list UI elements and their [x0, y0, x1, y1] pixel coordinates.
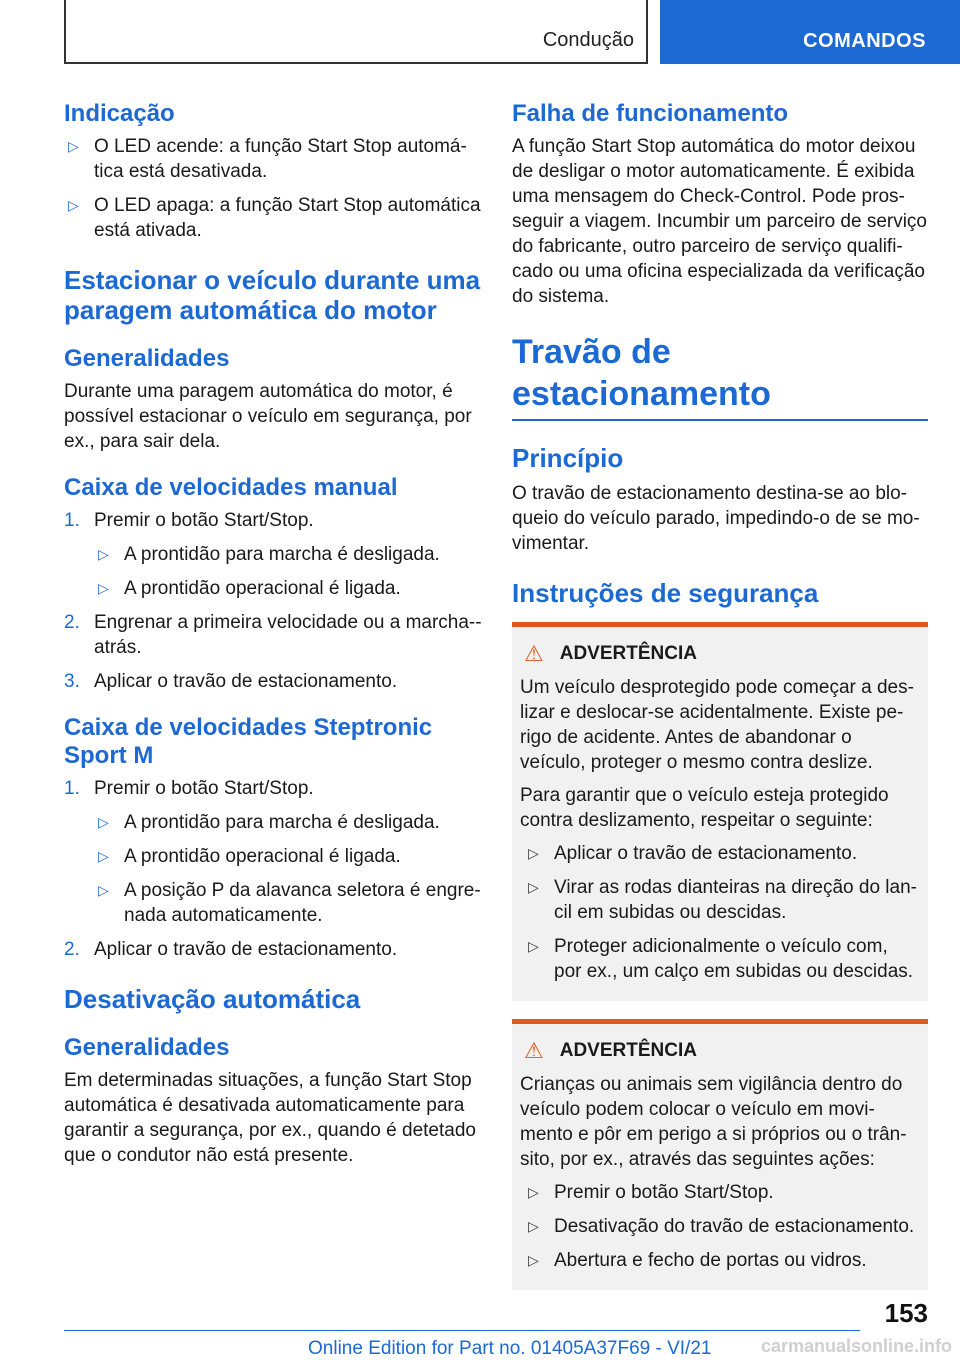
- list-item: ▷ A prontidão operacional é ligada.: [98, 578, 401, 599]
- triangle-bullet-icon: ▷: [528, 1218, 539, 1234]
- warning-title: ⚠ ADVERTÊNCIA: [524, 641, 697, 666]
- heading-travao: Travão de estacionamento: [512, 331, 928, 421]
- footer-edition: Online Edition for Part no. 01405A37F69 - VI/21: [308, 1338, 712, 1359]
- heading-principio: Princípio: [512, 443, 624, 473]
- triangle-bullet-icon: ▷: [528, 1184, 539, 1200]
- heading-generalidades-2: Generalidades: [64, 1034, 230, 1061]
- indicacao-list: [64, 134, 482, 243]
- list-item: ▷ A prontidão operacional é ligada.: [98, 846, 401, 867]
- triangle-bullet-icon: ▷: [98, 546, 109, 562]
- list-item: ▷ Abertura e fecho de portas ou vidros.: [528, 1250, 867, 1271]
- triangle-bullet-icon: ▷: [528, 938, 539, 954]
- paragraph-generalidades-2: Em determinadas situações, a função Start Stop automática é desativada automaticamente para garantir a segurança, por ex., quando é detetado que o condutor não está presente.: [64, 1070, 476, 1166]
- heading-seguranca: Instruções de segurança: [512, 578, 819, 608]
- page-number: 153: [884, 1298, 928, 1328]
- paragraph-falha: A função Start Stop automática do motor deixou de desligar o motor automaticamente. É exibida uma mensagem do Check-Control. Pode pros-seguir a viagem. Incumbir um parceiro de serviço do fabricante, outro parceiro de serviço qualifi-cado ou uma oficina especializada da verificação do sistema.: [512, 136, 928, 307]
- heading-estacionar: Estacionar o veículo durante uma paragem automática do motor: [64, 265, 481, 325]
- triangle-bullet-icon: ▷: [98, 882, 109, 898]
- list-item: ▷ Desativação do travão de estacionamento.: [528, 1216, 915, 1237]
- list-item: ▷ A prontidão para marcha é desligada.: [98, 544, 440, 565]
- triangle-bullet-icon: ▷: [528, 845, 539, 861]
- list-item: ▷ O LED apaga: a função Start Stop automática está ativada.: [68, 195, 481, 241]
- left-column: [64, 100, 482, 1176]
- triangle-bullet-icon: ▷: [98, 814, 109, 830]
- footer-divider: [64, 1330, 860, 1331]
- list-item: 2. Engrenar a primeira velocidade ou a marcha--atrás.: [64, 612, 482, 658]
- list-item: 3. Aplicar o travão de estacionamento.: [64, 671, 398, 692]
- header-section-box: [64, 0, 648, 64]
- warning-list: [520, 841, 920, 984]
- warning-paragraph: Para garantir que o veículo esteja protegido contra deslizamento, respeitar o seguinte:: [520, 785, 889, 831]
- triangle-bullet-icon: ▷: [98, 580, 109, 596]
- heading-steptronic: Caixa de velocidades Steptronic Sport M: [64, 714, 433, 769]
- triangle-bullet-icon: ▷: [68, 138, 79, 154]
- heading-falha: Falha de funcionamento: [512, 100, 789, 127]
- heading-indicacao: Indicação: [64, 100, 175, 127]
- triangle-bullet-icon: ▷: [528, 1252, 539, 1268]
- paragraph-generalidades-1: Durante uma paragem automática do motor, é possível estacionar o veículo em segurança, por ex., para sair dela.: [64, 381, 472, 452]
- list-item: ▷ Aplicar o travão de estacionamento.: [528, 843, 858, 864]
- triangle-bullet-icon: ▷: [98, 848, 109, 864]
- list-item: ▷ A posição P da alavanca seletora é engre-nada automaticamente.: [98, 880, 481, 926]
- warning-box-2: [512, 1019, 928, 1290]
- header-tab-label: COMANDOS: [803, 30, 926, 52]
- manual-steps: [64, 508, 482, 694]
- warning-paragraph: Crianças ou animais sem vigilância dentro do veículo podem colocar o veículo em movi-mento e pôr em perigo a si próprios ou o trân-sito, por ex., através das seguintes ações:: [520, 1074, 907, 1170]
- heading-generalidades-1: Generalidades: [64, 345, 230, 372]
- list-item: ▷ Proteger adicionalmente o veículo com, por ex., um calço em subidas ou descidas.: [528, 936, 914, 982]
- header-section-label: Condução: [542, 29, 634, 51]
- list-item: 1. Premir o botão Start/Stop. ▷ A prontidão para marcha é desligada. ▷ A prontidão operacional é ligada.: [64, 508, 482, 601]
- warning-box-1: [512, 622, 928, 1001]
- list-item: ▷ O LED acende: a função Start Stop automá-tica está desativada.: [68, 136, 467, 182]
- right-column: [512, 100, 928, 1308]
- heading-desativacao: Desativação automática: [64, 984, 361, 1014]
- triangle-bullet-icon: ▷: [528, 879, 539, 895]
- list-item: ▷ Premir o botão Start/Stop.: [528, 1182, 774, 1203]
- watermark: carmanualsonline.info: [760, 1336, 952, 1356]
- warning-triangle-icon: ⚠: [524, 1038, 544, 1063]
- header-tab[interactable]: [660, 0, 960, 64]
- triangle-bullet-icon: ▷: [68, 197, 79, 213]
- warning-paragraph: Um veículo desprotegido pode começar a des-lizar e deslocar-se acidentalmente. Existe pe-rigo de acidente. Antes de abandonar o veículo, proteger o mesmo contra deslize.: [520, 677, 914, 773]
- list-item: ▷ Virar as rodas dianteiras na direção do lan-cil em subidas ou descidas.: [528, 877, 917, 923]
- list-item: 2. Aplicar o travão de estacionamento.: [64, 939, 398, 960]
- list-item: ▷ A prontidão para marcha é desligada.: [98, 812, 440, 833]
- warning-title: ⚠ ADVERTÊNCIA: [524, 1038, 697, 1063]
- paragraph-principio: O travão de estacionamento destina-se ao blo-queio do veículo parado, impedindo-o de se mo-vimentar.: [512, 483, 920, 554]
- warning-list: [520, 1180, 920, 1273]
- heading-manual: Caixa de velocidades manual: [64, 474, 398, 501]
- steptronic-steps: [64, 776, 482, 962]
- list-item: 1. Premir o botão Start/Stop. ▷ A prontidão para marcha é desligada. ▷ A prontidão operacional é ligada. ▷ A posição P da alavanca seletora é engre-nada automaticamente.: [64, 778, 481, 926]
- warning-triangle-icon: ⚠: [524, 641, 544, 666]
